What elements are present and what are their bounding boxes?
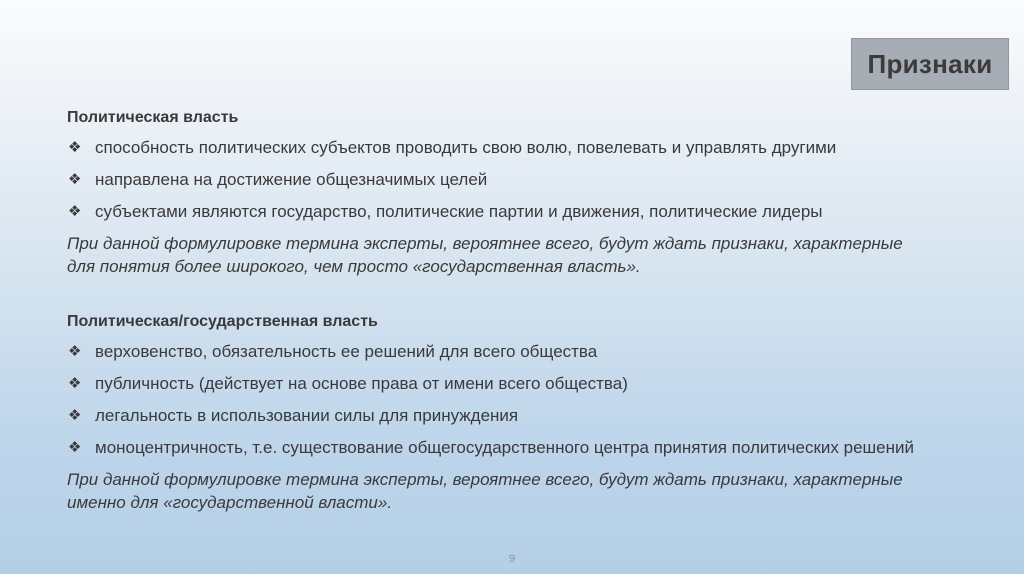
bullet-text: способность политических субъектов проводить свою волю, повелевать и управлять другими [95, 138, 837, 157]
diamond-bullet-icon: ❖ [68, 139, 82, 156]
diamond-bullet-icon: ❖ [68, 203, 82, 220]
note-line: для понятия более широкого, чем просто «государственная власть». [67, 257, 641, 276]
bullet-item [67, 201, 1002, 223]
slide-content [67, 108, 1002, 514]
note-line: именно для «государственной власти». [67, 493, 393, 512]
bullet-item [67, 405, 1002, 427]
bullet-text: верховенство, обязательность ее решений для всего общества [95, 342, 598, 361]
bullet-item [67, 373, 1002, 395]
italic-note [67, 468, 1002, 514]
bullet-text: легальность в использовании силы для принуждения [95, 406, 519, 425]
note-line: При данной формулировке термина эксперты, вероятнее всего, будут ждать признаки, характерные [67, 234, 903, 253]
slide-title: Признаки [867, 48, 993, 79]
italic-note [67, 232, 1002, 278]
bullet-text: субъектами являются государство, политические партии и движения, политические лидеры [95, 202, 823, 221]
diamond-bullet-icon: ❖ [68, 171, 82, 188]
bullet-text: направлена на достижение общезначимых целей [95, 170, 488, 189]
bullet-item [67, 169, 1002, 191]
section-heading-state-power: Политическая/государственная власть [67, 313, 378, 330]
diamond-bullet-icon: ❖ [68, 407, 82, 424]
bullet-text: моноцентричность, т.е. существование общегосударственного центра принятия политических решений [95, 438, 915, 457]
page-number: 9 [508, 553, 516, 565]
diamond-bullet-icon: ❖ [68, 343, 82, 360]
bullet-item [67, 137, 1002, 159]
bullet-item [67, 341, 1002, 363]
note-line: При данной формулировке термина эксперты, вероятнее всего, будут ждать признаки, характерные [67, 470, 903, 489]
diamond-bullet-icon: ❖ [68, 375, 82, 392]
bullet-text: публичность (действует на основе права от имени всего общества) [95, 374, 628, 393]
diamond-bullet-icon: ❖ [68, 439, 82, 456]
slide-title-box [851, 38, 1009, 90]
section-heading-political-power: Политическая власть [67, 109, 239, 126]
bullet-item [67, 437, 1002, 459]
